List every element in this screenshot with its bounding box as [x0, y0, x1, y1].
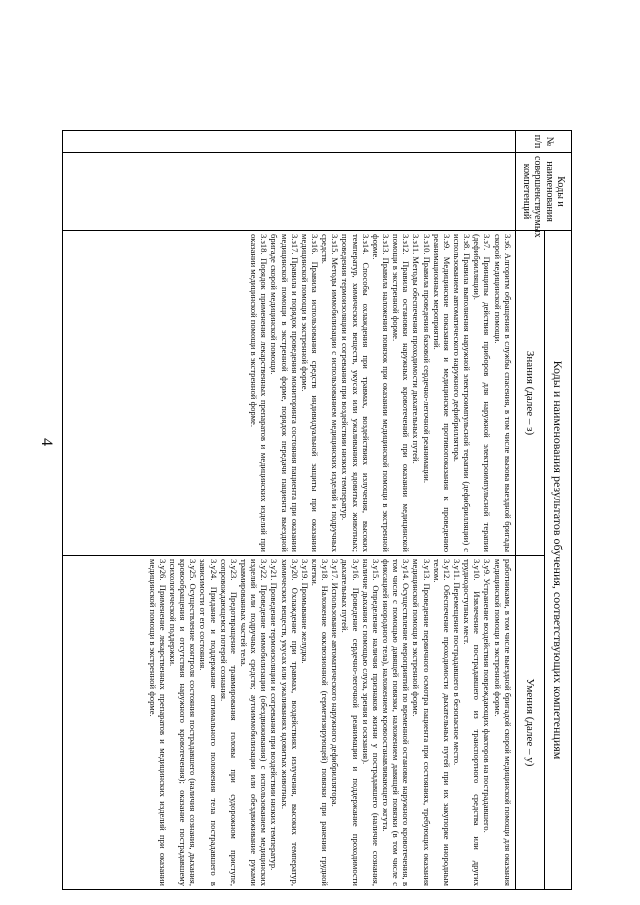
skill-item: 3.у12. Обеспечение проходимости дыхательных путей при их закупорке инородным телом.: [431, 559, 452, 886]
skill-item: 3.у23. Предотвращение травмирования головы при судорожном приступе, сопровождающемся потерей сознания.: [218, 559, 239, 886]
knowledge-item: 3.з18. Порядок применения лекарственных препаратов и медицинских изделий при оказании медицинской помощи в экстренной форме.: [249, 234, 270, 552]
skill-item: 3.у10. Извлечение пострадавшего из транспортного средства или других труднодоступных мест.: [462, 559, 483, 886]
skill-item: 3.у25. Осуществление контроля состояния пострадавшего (наличия сознания, дыхания, кровообращения и отсутствия наружного кровотечения); оказание пострадавшему психологической поддержки.: [168, 559, 199, 886]
page-number: 4: [38, 438, 55, 446]
skill-item: 3.у22. Проведение иммобилизации (обездвиживания) с использованием медицинских изделий или подручных средств; аутоиммобилизации или обездвиживание руками травмированных частей тела.: [239, 559, 270, 886]
header-skills: Умения (далее – у): [515, 556, 544, 890]
knowledge-cell: [63, 231, 516, 556]
skill-item: 3.у9. Устранение воздействия повреждающих факторов на пострадавшего.: [482, 559, 493, 833]
header-knowledge: Знания (далее – з): [515, 231, 544, 556]
knowledge-item: 3.з10. Правила проведения базовой сердечно-легочной реанимации.: [421, 234, 432, 484]
knowledge-item: 3.з9. Медицинские показания и медицинские противопоказания к проведению реанимационных мероприятий.: [431, 234, 452, 552]
knowledge-item: 3.з11. Методы обеспечения проходимости дыхательных путей.: [411, 234, 422, 464]
skill-item: 3.у11. Перемещение пострадавшего в безопасное место.: [451, 559, 462, 766]
skill-item: 3.у17. Использование автоматического наружного дефибриллятора.: [330, 559, 341, 807]
skill-item: 3.у16. Проведение сердечно-легочной реанимации и поддержание проходимости дыхательных путей.: [340, 559, 361, 886]
skill-item: работниками, в том числе выездной бригадой скорой медицинской помощи для оказания медицинской помощи в экстренной форме.: [492, 559, 513, 886]
skill-item: 3.у19. Промывание желудка.: [299, 559, 310, 664]
competency-table: [62, 130, 572, 890]
knowledge-item: 3.з6. Алгоритм обращения в службы спасения, в том числе вызова выездной бригады скорой медицинской помощи.: [492, 234, 513, 552]
skill-item: 3.у13. Проведение первичного осмотра пациента при состояниях, требующих оказания медицинской помощи в экстренной форме.: [411, 559, 432, 886]
skill-item: 3.у26. Применение лекарственных препаратов и медицинских изделий при оказании медицинской помощи в экстренной форме.: [147, 559, 168, 886]
knowledge-item: 3.з15. Методы иммобилизации с использованием медицинских изделий и подручных средств.: [320, 234, 341, 552]
knowledge-item: 3.з16. Правила использования средств индивидуальной защиты при оказании медицинской помощи в экстренной форме.: [299, 234, 320, 552]
header-number: № п/п: [515, 131, 571, 153]
cell-codes: [63, 153, 516, 231]
header-results: Коды и наименования результатов обучения, соответствующих компетенциям: [545, 231, 572, 890]
knowledge-item: 3.з7. Принципы действия приборов для наружной электроимпульсной терапии (дефибрилляции).: [472, 234, 493, 552]
cell-number: [63, 131, 516, 153]
skill-item: 3.у20. Охлаждение при травмах, воздействиях излучения, высоких температур, химических веществ, укусах или ужаливаниях ядовитых животных.: [279, 559, 300, 886]
skill-item: 3.у18. Наложение окклюзионной (герметизирующей) повязки при ранении грудной клетки.: [309, 559, 331, 886]
skill-item: 3.у15. Определение наличия признаков жизни у пострадавшего (наличие сознания, наличие дыхания с помощью слуха, зрения и осязания).: [360, 559, 381, 886]
skill-item: 3.у21. Проведение термоизоляции и согревания при воздействии низких температур.: [269, 559, 280, 871]
skill-item: 3.у14. Осуществление мероприятий по временной остановке наружного кровотечения, в том числе с помощью давящей повязки, наложением давящей повязки (в том числе с фиксацией инородного тела), наложением кровоостанавливающего жгута.: [380, 559, 412, 886]
skills-cell: [63, 556, 516, 890]
header-codes: Коды и наименования совершенствуемых компетенций: [515, 153, 571, 231]
knowledge-item: 3.з13. Правила наложения повязок при оказании медицинской помощи в экстренной форме.: [370, 234, 391, 552]
skill-item: 3.у24. Придание и поддержание оптимального положения тела пострадавшего в зависимости от его состояния.: [198, 559, 219, 886]
knowledge-item: 3.з8. Правила выполнения наружной электроимпульсной терапии (дефибрилляции) с использованием автоматического наружного дефибриллятора.: [451, 234, 473, 552]
knowledge-item: 3.з17. Правила и порядок проведения мониторинга состояния пациента при оказании медицинской помощи в экстренной форме, порядок передачи пациента выездной бригаде скорой медицинской помощи.: [269, 234, 300, 552]
knowledge-item: 3.з14. Способы охлаждения при травмах, воздействиях излучения, высоких температур, химических веществ, укусах или ужаливаниях ядовитых животных; проведения термоизоляции и согревания при воздействии низких температур.: [340, 234, 371, 552]
knowledge-item: 3.з12. Правила остановки наружных кровотечений при оказании медицинской помощи в экстренной форме.: [391, 234, 412, 552]
rotated-table-wrapper: [62, 130, 572, 890]
